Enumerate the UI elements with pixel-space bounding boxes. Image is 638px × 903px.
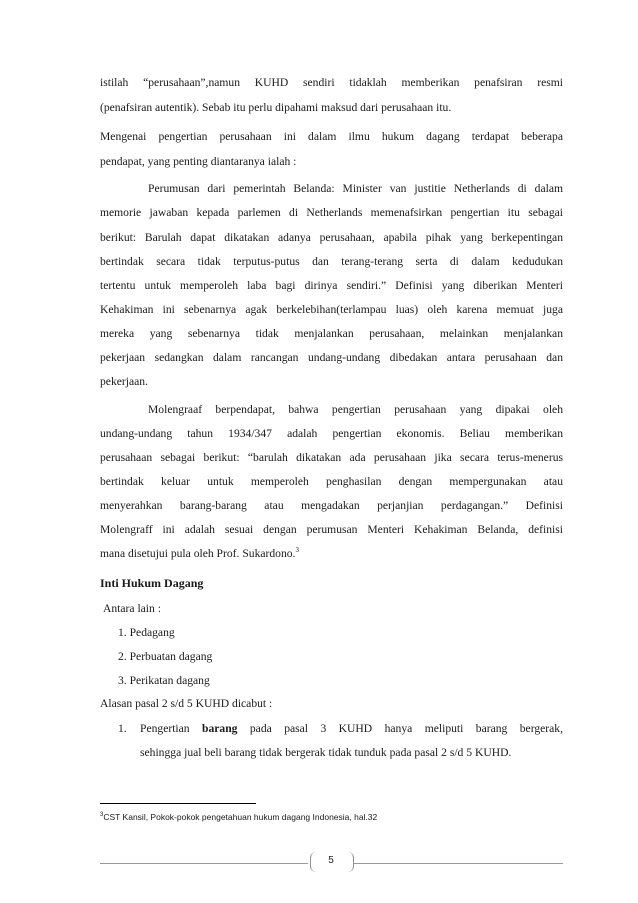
body-text-line: pendapat, yang penting diantaranya ialah : — [100, 155, 297, 168]
body-text-line: bertindak keluar untuk memperoleh penghasilan dengan mempergunakan atau — [100, 475, 563, 488]
body-text-line: bertindak secara tidak terputus-putus dan terang-terang serta di dalam kedudukan — [100, 255, 563, 268]
reason-text-line: sehingga jual beli barang tidak bergerak tidak tunduk pada pasal 2 s/d 5 KUHD. — [140, 746, 512, 759]
reason-text: pada pasal 3 KUHD hanya meliputi barang bergerak, — [237, 722, 563, 735]
body-text-line: pekerjaan. — [100, 375, 148, 388]
page-number: 5 — [328, 855, 334, 866]
body-text-line: undang-undang tahun 1934/347 adalah pengertian ekonomis. Beliau memberikan — [100, 427, 563, 440]
reason-number: 1. — [118, 722, 127, 735]
body-text-line: menyerahkan barang-barang atau mengadakan perjanjian perdagangan.” Definisi — [100, 499, 563, 512]
body-text-line: berikut: Barulah dapat dikatakan adanya perusahaan, apabila pihak yang berkepentingan — [100, 231, 563, 244]
section-intro: Antara lain : — [103, 602, 161, 615]
list-item: 2. Perbuatan dagang — [118, 650, 213, 663]
reason-text-line — [140, 722, 563, 736]
body-text-line: Perumusan dari pemerintah Belanda: Minister van justitie Netherlands di dalam — [148, 182, 563, 195]
reason-title: Alasan pasal 2 s/d 5 KUHD dicabut : — [100, 697, 273, 710]
body-text: mana disetujui pula oleh Prof. Sukardono. — [100, 547, 296, 560]
list-item: 3. Perikatan dagang — [118, 674, 210, 687]
body-text-line: (penafsiran autentik). Sebab itu perlu dipahami maksud dari perusahaan itu. — [100, 101, 452, 114]
bold-term: barang — [202, 722, 238, 735]
body-text-line: mereka yang sebenarnya tidak menjalankan perusahaan, melainkan menjalankan — [100, 327, 563, 340]
body-text-line: Molengraff ini adalah sesuai dengan perumusan Menteri Kehakiman Belanda, definisi — [100, 523, 563, 536]
body-text-line: istilah “perusahaan”,namun KUHD sendiri tidaklah memberikan penafsiran resmi — [100, 76, 563, 89]
list-item: 1. Pedagang — [118, 626, 175, 639]
footnote — [100, 812, 377, 822]
footnote-text: CST Kansil, Pokok-pokok pengetahuan hukum dagang Indonesia, hal.32 — [103, 812, 378, 822]
footnote-reference[interactable]: 3 — [295, 546, 299, 554]
body-text-line: perusahaan sebagai berikut: “barulah dikatakan ada perusahaan jika secara terus-menerus — [100, 451, 563, 464]
body-text-line: pekerjaan sedangkan dalam rancangan undang-undang dibedakan antara perusahaan dan — [100, 351, 563, 364]
footer-rule-right — [354, 863, 563, 864]
footnote-mark: 3 — [100, 812, 104, 818]
footnote-separator — [100, 803, 256, 804]
body-text-line: Kehakiman ini sebenarnya agak berkelebihan(terlampau luas) oleh karena memuat juga — [100, 303, 563, 316]
footer-rule-left — [100, 863, 308, 864]
body-text-line-last — [100, 547, 299, 561]
section-heading: Inti Hukum Dagang — [100, 576, 204, 590]
body-text-line: Mengenai pengertian perusahaan ini dalam ilmu hukum dagang terdapat beberapa — [100, 130, 563, 143]
body-text-line: Molengraaf berpendapat, bahwa pengertian perusahaan yang dipakai oleh — [148, 403, 563, 416]
reason-text: Pengertian — [140, 722, 203, 735]
body-text-line: tertentu untuk memperoleh laba bagi dirinya sendiri.” Definisi yang diberikan Menteri — [100, 279, 563, 292]
body-text-line: memorie jawaban kepada parlemen di Netherlands memenafsirkan pengertian itu sebagai — [100, 206, 563, 219]
